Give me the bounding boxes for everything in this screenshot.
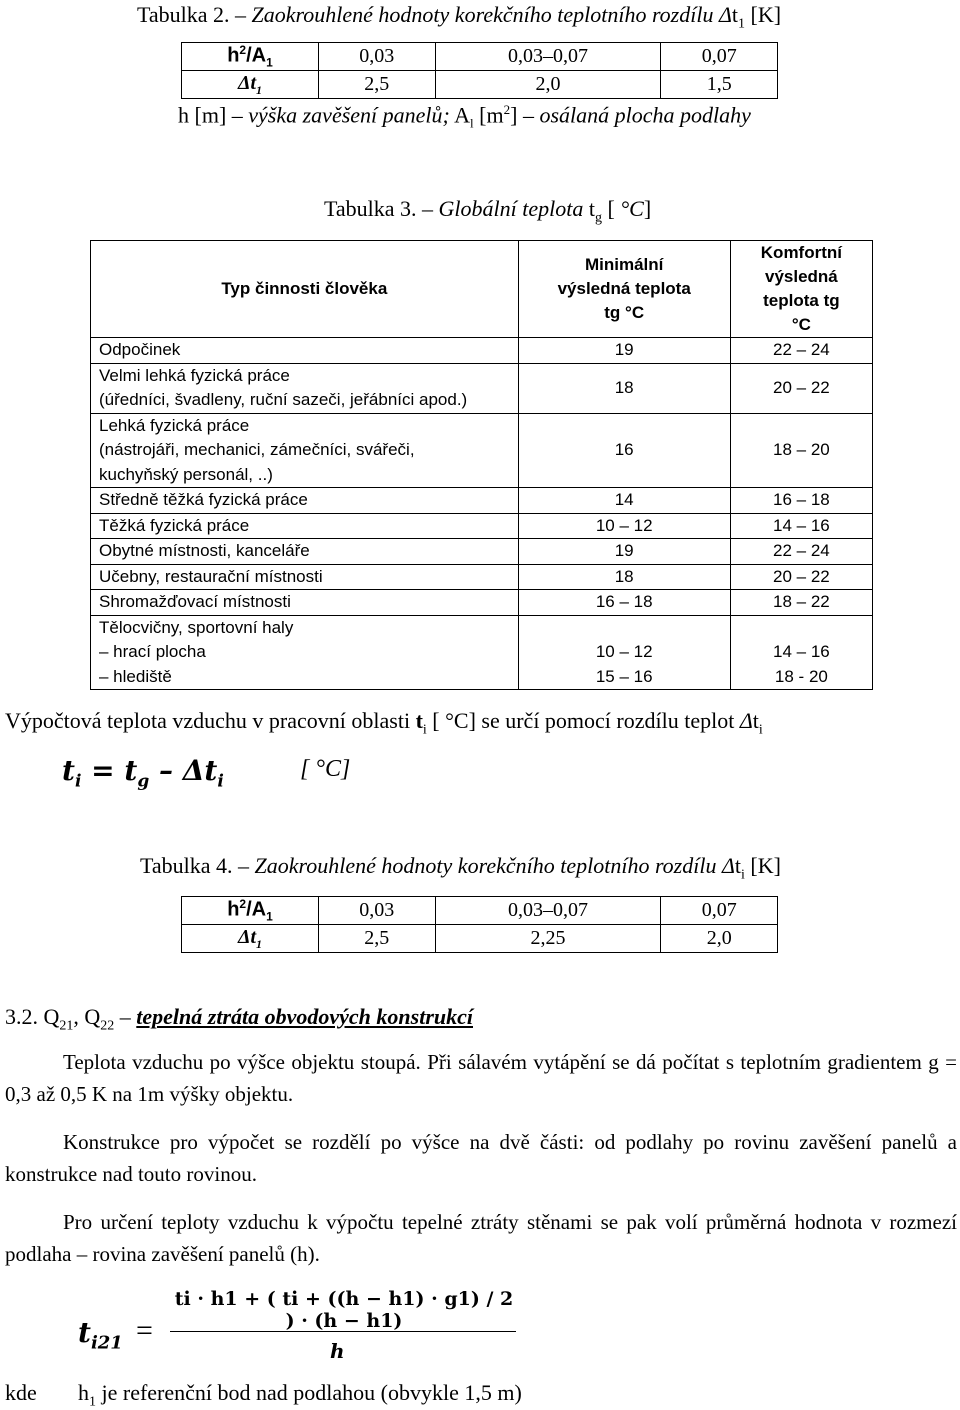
table-cell: 0,03 — [319, 897, 436, 925]
table-row — [91, 539, 873, 565]
paragraph-3: Pro určení teploty vzduchu k výpočtu tepelné ztráty stěnami se pak volí průměrná hodnota v rozmezí podlaha – rovina zavěšení panelů (h). — [5, 1210, 957, 1266]
table-row — [91, 338, 873, 364]
min-temp-cell: 14 — [518, 488, 730, 514]
min-temp-cell: 16 – 18 — [518, 590, 730, 616]
fraction-line — [170, 1331, 516, 1332]
table-cell: 2,25 — [435, 925, 661, 953]
table-row — [182, 43, 778, 71]
comfort-temp-cell: 22 – 24 — [730, 539, 872, 565]
activity-cell: Tělocvičny, sportovní haly – hrací plocha – hlediště — [91, 615, 519, 690]
tab2-row-head: $\Delta t_1$ — [182, 71, 319, 99]
table-cell: 2,5 — [319, 925, 436, 953]
table-row — [91, 590, 873, 616]
activity-cell: Velmi lehká fyzická práce (úředníci, švadleny, ruční sazeči, jeřábníci apod.) — [91, 363, 519, 413]
tab3-table — [90, 240, 873, 690]
comfort-temp-cell: 14 – 16 — [730, 513, 872, 539]
table-row — [91, 413, 873, 488]
tab4-row-head: $h^2/A_1$ — [182, 897, 319, 925]
comfort-temp-cell: 16 – 18 — [730, 488, 872, 514]
activity-cell: Odpočinek — [91, 338, 519, 364]
table-row — [91, 488, 873, 514]
table-cell: 0,07 — [661, 43, 778, 71]
tab2-caption: Tabulka 2. – Zaokrouhlené hodnoty korekčního teplotního rozdílu $\Delta t_1$ [K] — [137, 2, 782, 32]
table-cell: 0,07 — [661, 897, 778, 925]
table-cell: 2,0 — [661, 925, 778, 953]
comfort-temp-cell: 22 – 24 — [730, 338, 872, 364]
activity-cell: Shromažďovací místnosti — [91, 590, 519, 616]
table-row — [91, 513, 873, 539]
paragraph-2: Konstrukce pro výpočet se rozdělí po výšce na dvě části: od podlahy po rovinu zavěšení panelů a konstrukce nad touto rovinou. — [5, 1130, 957, 1186]
table-header-row — [91, 241, 873, 338]
tab4-table — [181, 896, 778, 953]
equation-numerator — [170, 1288, 518, 1332]
comfort-temp-cell: 18 – 20 — [730, 413, 872, 488]
min-temp-cell: 18 — [518, 564, 730, 590]
activity-cell: Těžká fyzická práce — [91, 513, 519, 539]
table-cell: 0,03–0,07 — [435, 897, 661, 925]
comfort-temp-cell: 20 – 22 — [730, 363, 872, 413]
activity-cell: Lehká fyzická práce (nástrojáři, mechanici, zámečníci, svářeči, kuchyňský personál, ..) — [91, 413, 519, 488]
calc-text: Výpočtová teplota vzduchu v pracovní oblasti $t_i$ [ °C] se určí pomocí rozdílu teplot $\Delta t_i$ — [5, 708, 763, 738]
table-row — [182, 925, 778, 953]
table-cell: 0,03 — [319, 43, 436, 71]
comfort-temp-cell: 14 – 16 18 - 20 — [730, 615, 872, 690]
section-heading: 3.2. $Q_{21}$, $Q_{22}$ – tepelná ztráta obvodových konstrukcí — [5, 1004, 473, 1034]
tab2-row-head: $h^2/A_1$ — [182, 43, 319, 71]
table-row — [91, 363, 873, 413]
table-cell: 2,5 — [319, 71, 436, 99]
min-temp-cell: 18 — [518, 363, 730, 413]
min-temp-cell: 16 — [518, 413, 730, 488]
comfort-temp-cell: 18 – 22 — [730, 590, 872, 616]
tab2-table — [181, 42, 778, 99]
paragraph-1: Teplota vzduchu po výšce objektu stoupá. Při sálavém vytápění se dá počítat s teplotním gradientem g = 0,3 až 0,5 K na 1m výšky objektu. — [5, 1050, 957, 1106]
numerator-expression: ti · h1 + ( ti + ((h − h1) · g1) / 2 ) · (h − h1) — [174, 1288, 514, 1332]
tab3-body — [91, 338, 873, 690]
table-cell: 2,0 — [435, 71, 661, 99]
tab4-row-head: $\Delta t_1$ — [182, 925, 319, 953]
min-temp-cell: 19 — [518, 338, 730, 364]
tab2-note: h [m] – výška zavěšení panelů; $A_l$ $[m^2]$ – osálaná plocha podlahy — [178, 102, 751, 131]
activity-cell: Učebny, restaurační místnosti — [91, 564, 519, 590]
footer-kde: kde — [5, 1380, 37, 1405]
formula-expression: $t_i = t_g - \Delta t_i$ — [62, 754, 224, 792]
equation-denominator: h — [330, 1339, 345, 1363]
min-temp-cell: 19 — [518, 539, 730, 565]
comfort-temp-cell: 20 – 22 — [730, 564, 872, 590]
table-cell: 0,03–0,07 — [435, 43, 661, 71]
table-row — [91, 564, 873, 590]
footer-definition: $h_1$ je referenční bod nad podlahou (obvykle 1,5 m) — [78, 1380, 522, 1410]
formula-unit: [ °C] — [300, 756, 351, 782]
tab4-caption: Tabulka 4. – Zaokrouhlené hodnoty korekčního teplotního rozdílu $\Delta t_i$ [K] — [140, 853, 781, 883]
activity-cell: Obytné místnosti, kanceláře — [91, 539, 519, 565]
formula-ti — [62, 754, 224, 792]
table-row — [91, 615, 873, 690]
table-row — [182, 71, 778, 99]
equation-eq: = — [136, 1314, 153, 1347]
min-temp-cell: 10 – 12 15 – 16 — [518, 615, 730, 690]
equation-lhs: $t_{i21}$ — [78, 1316, 123, 1354]
table-row — [182, 897, 778, 925]
table-cell: 1,5 — [661, 71, 778, 99]
tab3-caption: Tabulka 3. – Globální teplota $t_g$ [ °C] — [324, 196, 652, 226]
column-header: Typ činnosti člověka — [91, 241, 519, 338]
column-header: Minimální výsledná teplota tg °C — [518, 241, 730, 338]
activity-cell: Středně těžká fyzická práce — [91, 488, 519, 514]
min-temp-cell: 10 – 12 — [518, 513, 730, 539]
column-header: Komfortní výsledná teplota tg °C — [730, 241, 872, 338]
